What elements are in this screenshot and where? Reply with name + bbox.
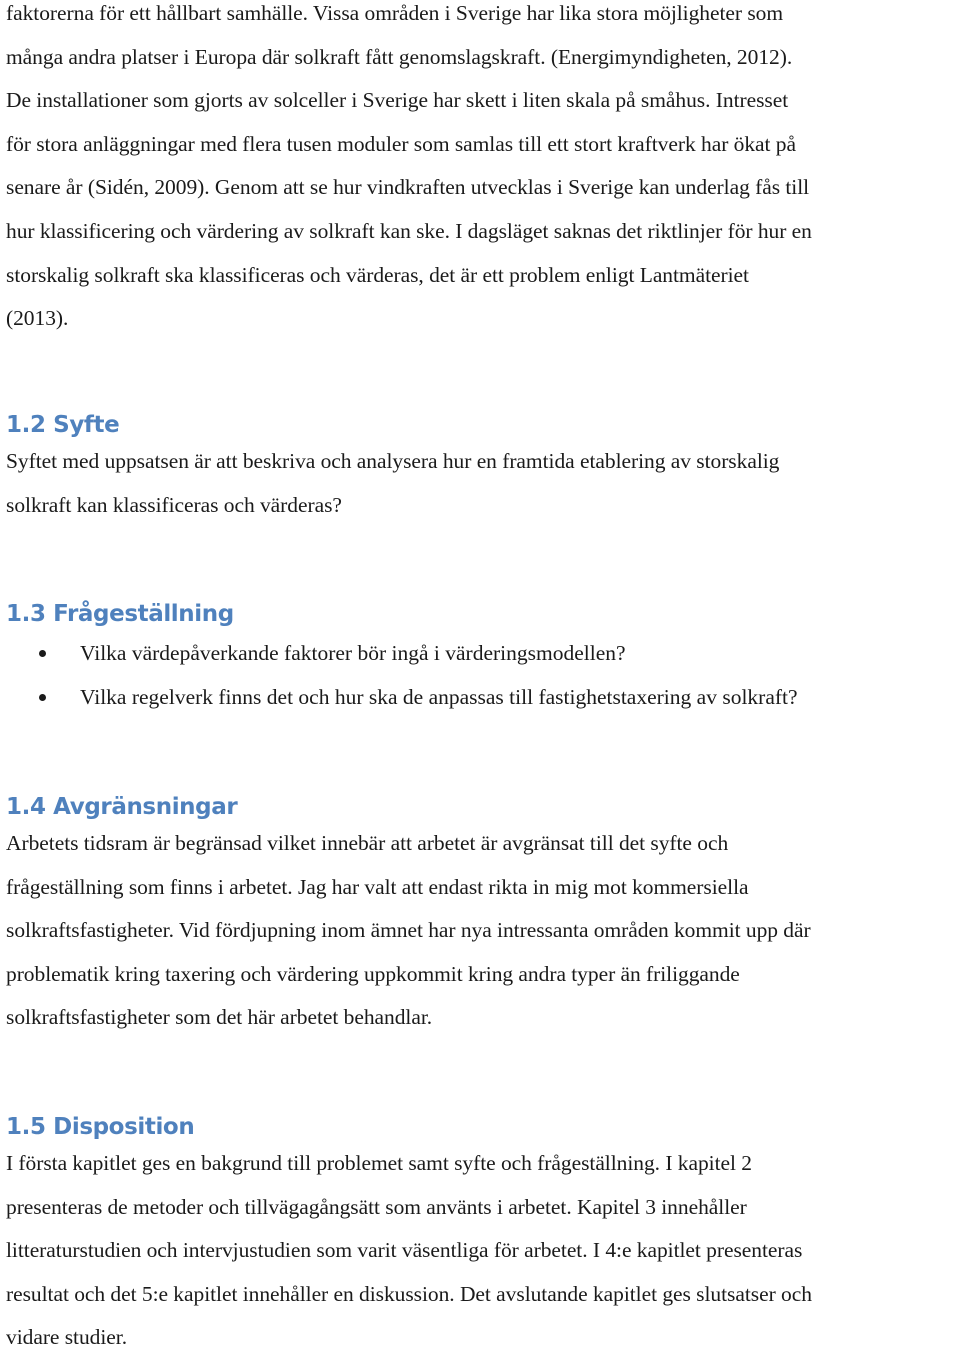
text-line: solkraftsfastigheter som det här arbetet behandlar. <box>6 1005 433 1030</box>
text-line: litteraturstudien och intervjustudien som varit väsentliga för arbetet. I 4:e kapitlet presenteras <box>6 1238 803 1263</box>
text-line: solkraft kan klassificeras och värderas? <box>6 492 342 517</box>
text-line: De installationer som gjorts av solceller i Sverige har skett i liten skala på småhus. Intresset <box>6 88 789 113</box>
list-item-text: Vilka värdepåverkande faktorer bör ingå i värderingsmodellen? <box>80 641 626 665</box>
disposition-paragraph <box>6 1142 960 1348</box>
text-line: för stora anläggningar med flera tusen moduler som samlas till ett stort kraftverk har ökat på <box>6 131 796 156</box>
text-line: senare år (Sidén, 2009). Genom att se hur vindkraften utvecklas i Sverige kan underlag fås till <box>6 175 810 200</box>
text-line: problematik kring taxering och värdering uppkommit kring andra typer än friliggande <box>6 961 740 986</box>
intro-paragraph <box>6 0 960 341</box>
text-line: frågeställning som finns i arbetet. Jag har valt att endast rikta in mig mot kommersiella <box>6 874 749 899</box>
text-line: solkraftsfastigheter. Vid fördjupning inom ämnet har nya intressanta områden kommit upp där <box>6 918 811 943</box>
text-line: I första kapitlet ges en bakgrund till problemet samt syfte och frågeställning. I kapitel 2 <box>6 1151 752 1175</box>
list-item <box>0 632 960 676</box>
section-heading-disposition: 1.5 Disposition <box>6 1114 195 1140</box>
text-line: många andra platser i Europa där solkraft fått genomslagskraft. (Energimyndigheten, 2012). <box>6 44 793 69</box>
section-heading-syfte: 1.2 Syfte <box>6 412 120 438</box>
text-line: presenteras de metoder och tillvägagångsätt som använts i arbetet. Kapitel 3 innehåller <box>6 1194 747 1219</box>
text-line: Arbetets tidsram är begränsad vilket innebär att arbetet är avgränsat till det syfte och <box>6 831 729 855</box>
avgransningar-paragraph <box>6 822 960 1040</box>
bullet-icon <box>39 650 46 657</box>
list-item-text: Vilka regelverk finns det och hur ska de anpassas till fastighetstaxering av solkraft? <box>80 684 798 709</box>
list-item <box>0 676 960 720</box>
text-line: vidare studier. <box>6 1325 128 1348</box>
text-line: (2013). <box>6 306 69 331</box>
text-line: Syftet med uppsatsen är att beskriva och analysera hur en framtida etablering av storskalig <box>6 449 780 473</box>
text-line: faktorerna för ett hållbart samhälle. Vissa områden i Sverige har lika stora möjligheter som <box>6 1 784 25</box>
syfte-paragraph <box>6 440 960 527</box>
text-line: storskalig solkraft ska klassificeras och värderas, det är ett problem enligt Lantmäteriet <box>6 262 749 287</box>
text-line: hur klassificering och värdering av solkraft kan ske. I dagsläget saknas det riktlinjer för hur en <box>6 218 812 243</box>
section-heading-fragestallning: 1.3 Frågeställning <box>6 601 234 627</box>
text-line: resultat och det 5:e kapitlet innehåller en diskussion. Det avslutande kapitlet ges slutsatser och <box>6 1281 812 1306</box>
question-list <box>0 632 960 719</box>
bullet-icon <box>39 694 46 701</box>
section-heading-avgransningar: 1.4 Avgränsningar <box>6 794 238 820</box>
